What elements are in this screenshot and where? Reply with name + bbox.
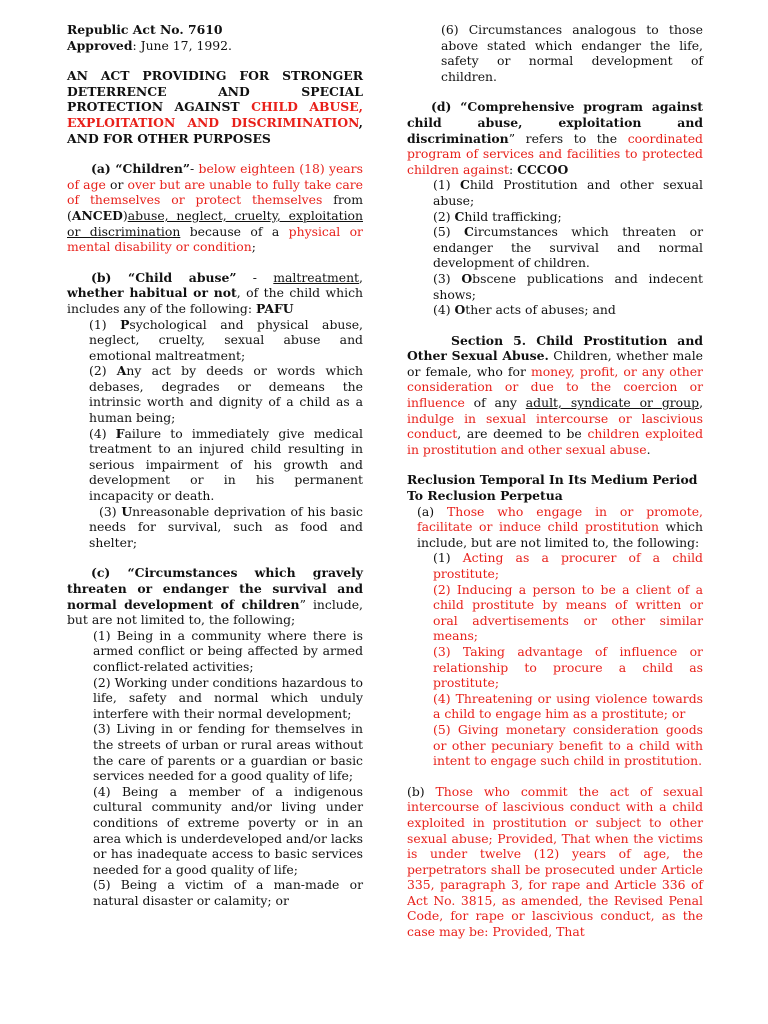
list-item: (1) Being in a community where there is armed conflict or being affected by armed conflict-related activities; bbox=[93, 627, 363, 674]
definition-child-abuse: (b) “Child abuse” - maltreatment, whether habitual or not, of the child which includes any of the following: PAFU bbox=[67, 269, 364, 316]
list-item: (4) Being a member of a indigenous cultural community and/or living under conditions of extreme poverty or in an area which is underdeveloped and/or lacks or has inadequate access to basic services needed for a good quality of life; bbox=[93, 783, 363, 877]
penalty-a: (a) Those who engage in or promote, facilitate or induce child prostitution which include, but are not limited to, the following: bbox=[417, 503, 703, 550]
penalty-heading: Reclusion Temporal In Its Medium Period To Reclusion Perpetua bbox=[407, 472, 698, 504]
list-item: (3) Living in or fending for themselves in the streets of urban or rural areas without the care of parents or a guardian or basic services needed for a good quality of life; bbox=[93, 721, 363, 784]
list-item: (5) Circumstances which threaten or endanger the survival and normal development of children. bbox=[433, 224, 704, 271]
act-number: Republic Act No. 7610 bbox=[67, 22, 223, 37]
approved-line: Approved: June 17, 1992. bbox=[67, 37, 232, 53]
list-item: (1) Psychological and physical abuse, neglect, cruelty, sexual abuse and emotional maltreatment; bbox=[89, 316, 363, 363]
list-item: (2) Inducing a person to be a client of a child prostitute by means of written or oral advertisements or other similar means; bbox=[433, 581, 703, 644]
penalty-b: (b) Those who commit the act of sexual intercourse of lascivious conduct with a child exploited in prostitution or subject to other sexual abuse; Provided, That when the victims is under twelve (12) years of age, the perpetrators shall be prosecuted under Article 335, paragraph 3, for rape and Article 336 of Act No. 3815, as amended, the Revised Penal Code, for rape or lascivious conduct, as the case may be: Provided, That bbox=[407, 783, 703, 940]
list-item: (2) Child trafficking; bbox=[433, 208, 562, 224]
list-item: (6) Circumstances analogous to those above stated which endanger the life, safety or normal development of children. bbox=[441, 22, 703, 84]
act-title: AN ACT PROVIDING FOR STRONGER DETERRENCE AND SPECIAL PROTECTION AGAINST CHILD ABUSE, EXPLOITATION AND DISCRIMINATION, AND FOR OTHER PURPOSES bbox=[67, 68, 363, 146]
list-item: (1) Acting as a procurer of a child prostitute; bbox=[433, 550, 703, 581]
definition-comprehensive-program: (d) “Comprehensive program against child abuse, exploitation and discrimination” refers to the coordinated program of services and facilities to protected children against: CCCOO bbox=[407, 99, 703, 177]
left-column bbox=[67, 22, 363, 908]
list-item: (3) Taking advantage of influence or relationship to procure a child as prostitute; bbox=[433, 643, 703, 691]
list-item: (5) Giving monetary consideration goods or other pecuniary benefit to a child with intent to engage such child in prostitution. bbox=[433, 721, 703, 769]
section-5: Section 5. Child Prostitution and Other Sexual Abuse. Children, whether male or female, who for money, profit, or any other consideration or due to the coercion or influence of any adult, syndicate or group, indulge in sexual intercourse or lascivious conduct, are deemed to be children exploited in prostitution and other sexual abuse. bbox=[407, 332, 704, 457]
list-item: (2) Any act by deeds or words which debases, degrades or demeans the intrinsic worth and dignity of a child as a human being; bbox=[89, 363, 363, 426]
list-item: (3) Unreasonable deprivation of his basic needs for survival, such as food and shelter; bbox=[89, 503, 363, 550]
right-column bbox=[407, 22, 703, 940]
list-item: (2) Working under conditions hazardous to life, safety and normal which unduly interfere with their normal development; bbox=[93, 674, 363, 721]
list-item: (5) Being a victim of a man-made or natural disaster or calamity; or bbox=[93, 877, 363, 908]
list-item: (4) Other acts of abuses; and bbox=[433, 302, 616, 318]
definition-circumstances: (c) “Circumstances which gravely threaten or endanger the survival and normal development of children” include, but are not limited to, the following; bbox=[67, 565, 363, 628]
list-item: (1) Child Prostitution and other sexual abuse; bbox=[433, 177, 703, 208]
list-item: (4) Threatening or using violence towards a child to engage him as a prostitute; or bbox=[433, 690, 703, 722]
list-item: (3) Obscene publications and indecent shows; bbox=[433, 270, 703, 302]
definition-children: (a) “Children”- below eighteen (18) years of age or over but are unable to fully take care of themselves or protect themselves from (ANCED)abuse, neglect, cruelty, exploitation or discrimination because of a physical or mental disability or condition; bbox=[67, 161, 363, 255]
list-item: (4) Failure to immediately give medical treatment to an injured child resulting in serious impairment of his growth and development or in his permanent incapacity or death. bbox=[89, 425, 363, 504]
